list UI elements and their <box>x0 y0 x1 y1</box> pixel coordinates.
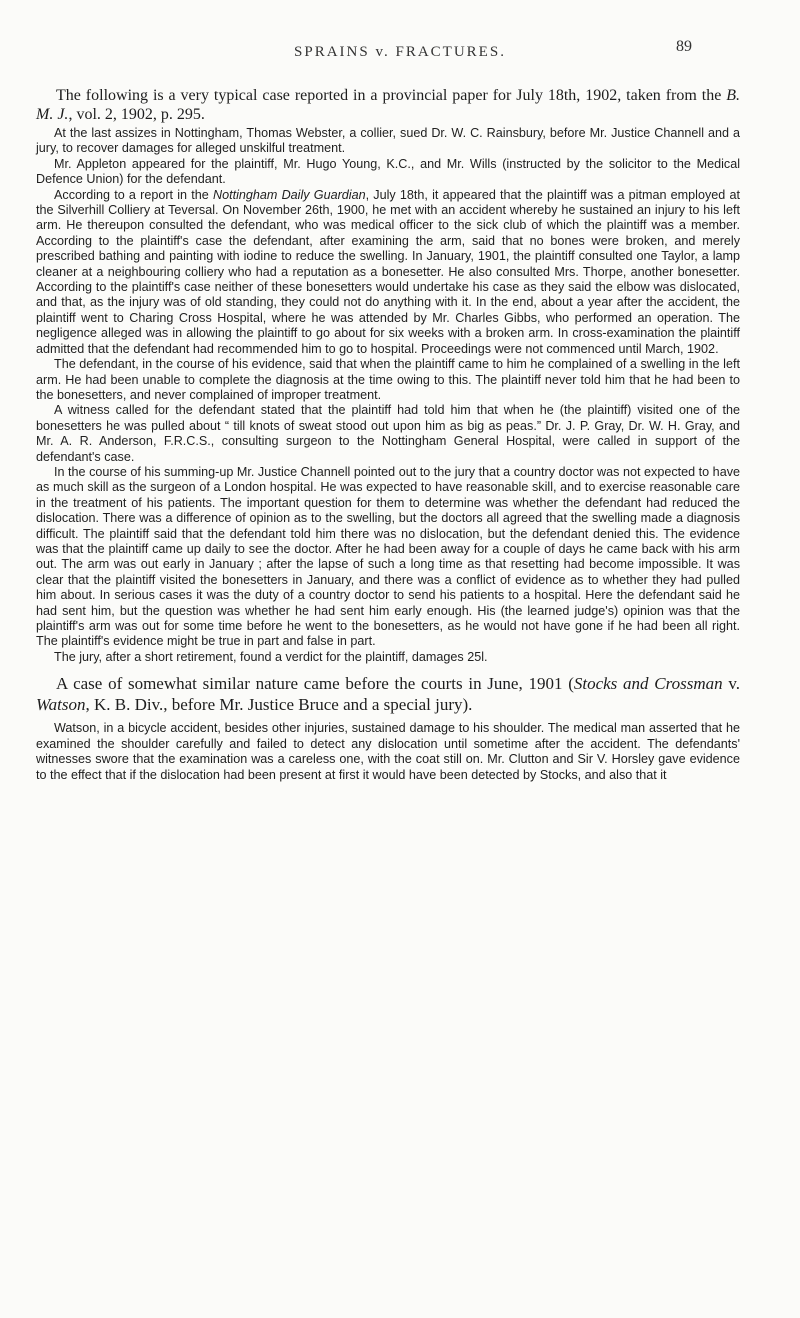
page-content <box>36 86 740 784</box>
intro-text-b: , vol. 2, 1902, p. 295. <box>68 106 205 123</box>
report-paragraph-5: A witness called for the defendant stated that the plaintiff had told him that when he (the plaintiff) visited one of the bonesetters he was pulled about “ till knots of sweat stood out upon him as big as peas.” Dr. J. P. Gray, Dr. W. H. Gray, and Mr. A. R. Anderson, F.R.C.S., consulting surgeon to the Nottingham General Hospital, were called in support of the defendant's case. <box>36 403 740 464</box>
report-paragraph-1: At the last assizes in Nottingham, Thomas Webster, a collier, sued Dr. W. C. Rainsbury, before Mr. Justice Channell and a jury, to recover damages for alleged unskilful treatment. <box>36 126 740 156</box>
report-paragraph-2: Mr. Appleton appeared for the plaintiff, Mr. Hugo Young, K.C., and Mr. Wills (instructed by the solicitor to the Medical Defence Union) for the defendant. <box>36 156 740 187</box>
report-paragraph-3 <box>36 188 740 357</box>
intro-text-a: The following is a very typical case reported in a provincial paper for July 18th, 1902, taken from the <box>56 87 727 104</box>
case-name-defendant: Watson <box>36 695 86 715</box>
second-case-text-a: A case of somewhat similar nature came before the courts in June, 1901 ( <box>56 674 574 694</box>
case-name-plaintiffs: Stocks and Crossman <box>573 674 723 694</box>
report-p3-text-a: According to a report in the <box>54 187 213 202</box>
running-head: SPRAINS v. FRACTURES. <box>294 44 506 60</box>
second-case-lead <box>36 673 740 715</box>
second-case-paragraph-1: Watson, in a bicycle accident, besides other injuries, sustained damage to his shoulder. The medical man asserted that he examined the shoulder carefully and failed to detect any dislocation until sometime after the accident. The defendants' witnesses swore that the examination was a careless one, with the coat still on. Mr. Clutton and Sir V. Horsley gave evidence to the effect that if the dislocation had been present at first it would have been detected by Stocks, and also that it <box>36 721 740 782</box>
intro-paragraph <box>36 86 740 124</box>
report-paragraph-4: The defendant, in the course of his evidence, said that when the plaintiff came to him he complained of a swelling in the left arm. He had been unable to complete the diagnosis at the time owing to this. The plaintiff never told him that he had been to the bonesetters, and never complained of improper treatment. <box>36 357 740 402</box>
report-p3-text-b: , July 18th, it appeared that the plaintiff was a pitman employed at the Silverhill Colliery at Teversal. On November 26th, 1900, he met with an accident whereby he sustained an injury to his left arm. He thereupon consulted the defendant, who was medical officer to the sick club of which the plaintiff was a member. According to the plaintiff's case the defendant, after examining the arm, said that no bones were broken, and merely prescribed bathing and painting with iodine to reduce the swelling. In January, 1901, the plaintiff consulted one Taylor, a lamp cleaner at a neighbouring colliery who had a reputation as a bonesetter. He also consulted Mrs. Thorpe, another bonesetter. According to the plaintiff's case neither of these bonesetters would undertake his case as they said the elbow was dislocated, and that, as the injury was of old standing, they could not do anything with it. In the end, about a year after the accident, the plaintiff went to Charing Cross Hospital, where he was attended by Mr. Charles Gibbs, who performed an operation. The negligence alleged was in allowing the plaintiff to go about for six weeks with a broken arm. In cross-examination the plaintiff admitted that the defendant had recommended him to go to hospital. Proceedings were not commenced until March, 1902. <box>36 187 740 356</box>
case-report <box>36 126 740 665</box>
report-paragraph-7: The jury, after a short retirement, found a verdict for the plaintiff, damages 25l. <box>54 649 488 664</box>
intro-source: B. M. J. <box>36 87 740 123</box>
second-case-report <box>36 721 740 783</box>
report-p3-newspaper: Nottingham Daily Guardian <box>212 187 366 202</box>
page-number: 89 <box>676 38 692 55</box>
second-case-text-b: , K. B. Div., before Mr. Justice Bruce and a special jury). <box>85 695 473 715</box>
case-versus: v. <box>722 674 740 694</box>
report-paragraph-6: In the course of his summing-up Mr. Justice Channell pointed out to the jury that a country doctor was not expected to have as much skill as the surgeon of a London hospital. He was expected to have reasonable skill, and to exercise reasonable care in the treatment of his patients. The important question for them to determine was whether the defendant had reduced the dislocation. There was a difference of opinion as to the swelling, but the doctors all agreed that the swelling made a diagnosis difficult. The plaintiff said that the defendant told him there was no dislocation, but the defendant denied this. The evidence was that the plaintiff came up daily to see the doctor. After he had been away for a couple of days he came back with his arm out. The arm was out early in January ; after the lapse of such a long time as that resetting had become impossible. It was clear that the plaintiff visited the bonesetters in January, and there was a conflict of evidence as to whether they had pulled him about. In serious cases it was the duty of a country doctor to send his patients to a hospital. Here the defendant said he had sent him, but the question was whether he had sent him early enough. His (the learned judge's) opinion was that the plaintiff's arm was out for some time before he went to the bonesetters, as he would not have gone if he had been all right. The plaintiff's evidence might be true in part and false in part. <box>36 464 740 649</box>
